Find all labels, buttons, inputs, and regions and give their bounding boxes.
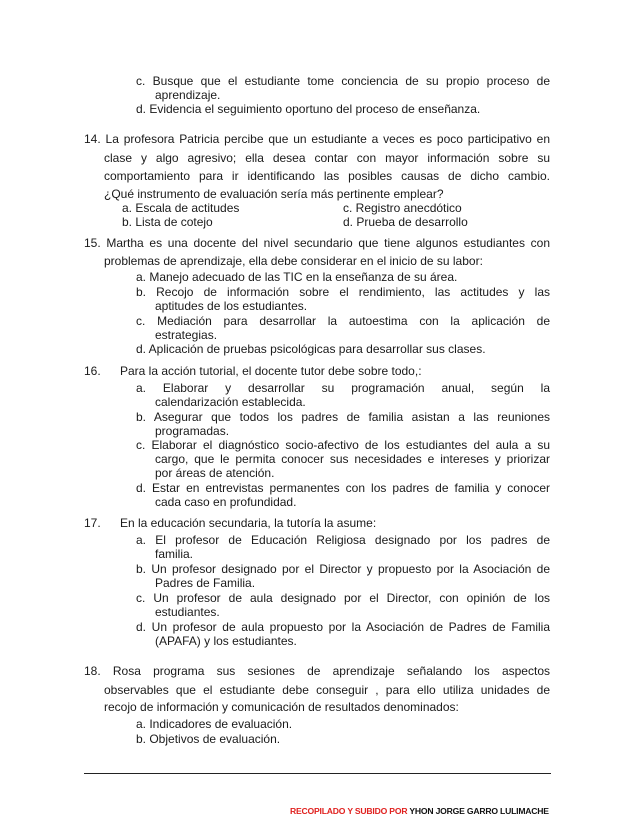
q15-option-d: d. Aplicación de pruebas psicológicas para desarrollar sus clases. xyxy=(136,342,486,356)
q17-option-d: d. Un profesor de aula propuesto por la Asociación de Padres de Familia xyxy=(136,620,550,634)
q18-option-a: a. Indicadores de evaluación. xyxy=(136,717,293,731)
q15-stem-line1: 15. Martha es una docente del nivel secundario que tiene algunos estudiantes con xyxy=(84,236,550,250)
q16-option-c-cont2: por áreas de atención. xyxy=(155,466,275,480)
footer-credit-author: YHON JORGE GARRO LULIMACHE xyxy=(409,806,549,816)
q16-option-c: c. Elaborar el diagnóstico socio-afectivo de los estudiantes del aula a su xyxy=(136,438,550,452)
q15-stem-line2: problemas de aprendizaje, ella debe considerar en el inicio de su labor: xyxy=(104,254,483,268)
q17-option-a-cont: familia. xyxy=(155,547,194,561)
q16-option-a-cont: calendarización establecida. xyxy=(155,395,306,409)
q15-option-c-cont: estrategias. xyxy=(155,328,218,342)
q17-option-b: b. Un profesor designado por el Director y propuesto por la Asociación de xyxy=(136,562,550,576)
q18-option-b: b. Objetivos de evaluación. xyxy=(136,732,281,746)
q13-option-c-cont: aprendizaje. xyxy=(155,88,221,102)
q18-stem-line3: recojo de información y comunicación de resultados denominados: xyxy=(104,700,459,714)
footer-credit-prefix: RECOPILADO Y SUBIDO POR xyxy=(290,806,410,816)
q13-option-d: d. Evidencia el seguimiento oportuno del proceso de enseñanza. xyxy=(136,102,481,116)
q16-option-d-cont: cada caso en profundidad. xyxy=(155,495,297,509)
q13-option-c: c. Busque que el estudiante tome conciencia de su propio proceso de xyxy=(136,74,550,88)
q17-option-d-cont: (APAFA) y los estudiantes. xyxy=(155,634,297,648)
q15-option-a: a. Manejo adecuado de las TIC en la enseñanza de su área. xyxy=(136,270,458,284)
footer-divider xyxy=(84,773,551,774)
q14-stem-line4: ¿Qué instrumento de evaluación sería más pertinente emplear? xyxy=(104,187,444,201)
q16-number: 16. xyxy=(84,364,101,378)
q17-stem: En la educación secundaria, la tutoría la asume: xyxy=(120,516,377,530)
q17-option-b-cont: Padres de Familia. xyxy=(155,576,256,590)
q16-option-b: b. Asegurar que todos los padres de familia asistan a las reuniones xyxy=(136,410,550,424)
q15-option-b: b. Recojo de información sobre el rendimiento, las actitudes y las xyxy=(136,285,550,299)
q16-option-b-cont: programadas. xyxy=(155,424,230,438)
q17-option-c: c. Un profesor de aula designado por el Director, con opinión de los xyxy=(136,591,550,605)
q14-stem-line1: 14. La profesora Patricia percibe que un estudiante a veces es poco participativo en xyxy=(84,132,550,146)
q16-option-c-cont1: cargo, que le permita conocer sus necesidades e intereses y priorizar xyxy=(155,452,550,466)
q16-option-d: d. Estar en entrevistas permanentes con los padres de familia y conocer xyxy=(136,481,550,495)
q14-stem-line3: comportamiento para ir identificando las posibles causas de dicho cambio. xyxy=(104,169,550,183)
q14-option-c: c. Registro anecdótico xyxy=(343,201,462,215)
q15-option-b-cont: aptitudes de los estudiantes. xyxy=(155,299,308,313)
q17-number: 17. xyxy=(84,516,101,530)
q17-option-c-cont: estudiantes. xyxy=(155,605,220,619)
q18-stem-line1: 18. Rosa programa sus sesiones de aprendizaje señalando los aspectos xyxy=(84,664,550,678)
q14-option-a: a. Escala de actitudes xyxy=(122,201,240,215)
q15-option-c: c. Mediación para desarrollar la autoestima con la aplicación de xyxy=(136,314,550,328)
q14-option-b: b. Lista de cotejo xyxy=(122,215,213,229)
q16-stem: Para la acción tutorial, el docente tutor debe sobre todo,: xyxy=(120,364,422,378)
footer-credit xyxy=(290,806,549,816)
q17-option-a: a. El profesor de Educación Religiosa designado por los padres de xyxy=(136,533,550,547)
q18-stem-line2: observables que el estudiante debe conseguir , para ello utiliza unidades de xyxy=(104,683,550,697)
q14-stem-line2: clase y algo agresivo; ella desea contar con mayor información sobre su xyxy=(104,151,550,165)
q14-option-d: d. Prueba de desarrollo xyxy=(343,215,468,229)
q16-option-a: a. Elaborar y desarrollar su programación anual, según la xyxy=(136,381,550,395)
